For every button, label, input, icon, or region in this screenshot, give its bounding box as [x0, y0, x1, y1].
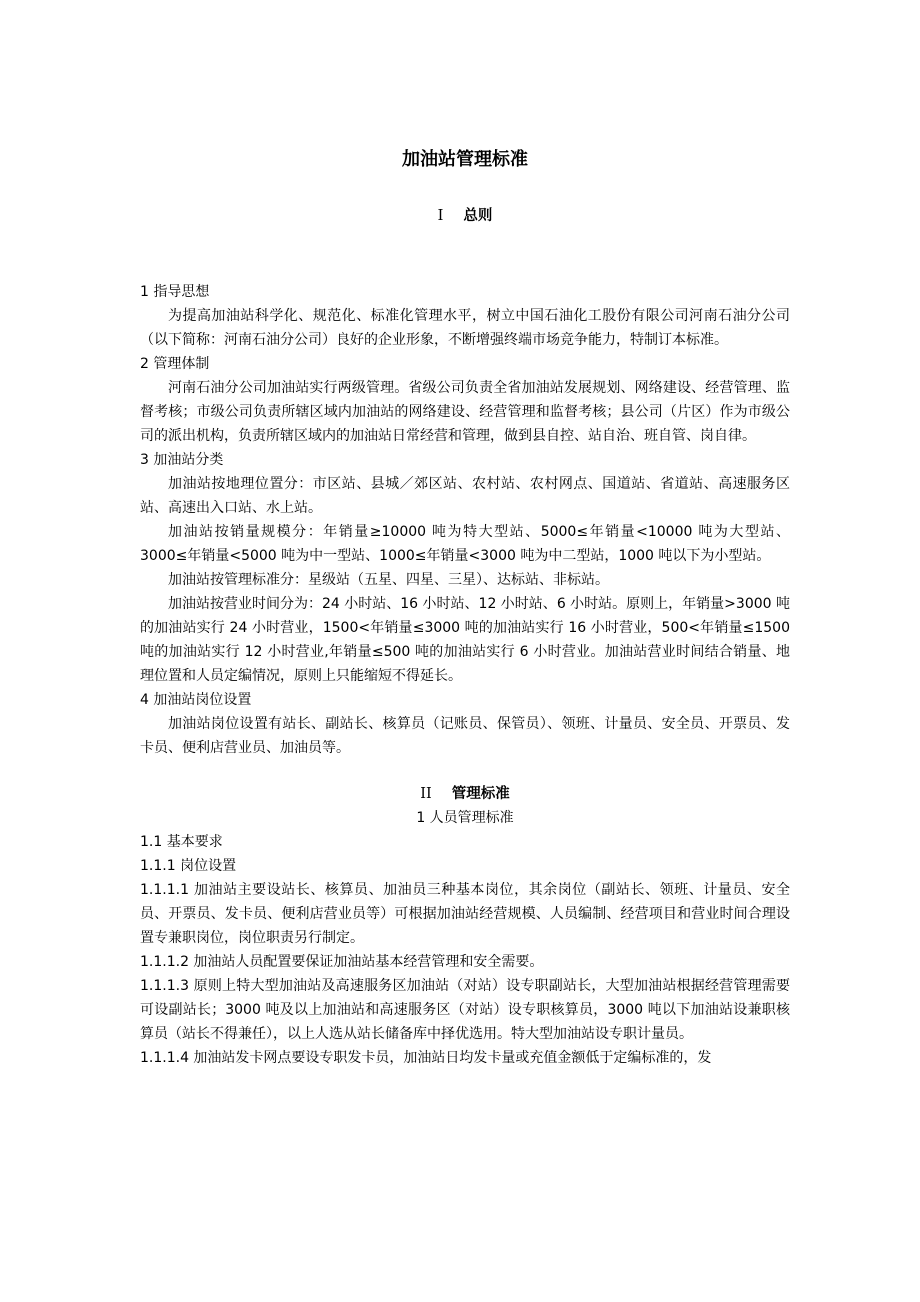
part2-roman-numeral: II: [420, 786, 432, 802]
section-paragraph: 加油站按地理位置分：市区站、县城／郊区站、农村站、农村网点、国道站、省道站、高速服务区站、高速出入口站、水上站。: [140, 476, 790, 516]
part2-title: 管理标准: [451, 786, 510, 802]
section-heading: 1 指导思想: [140, 284, 210, 300]
subsection-heading: 1.1 基本要求: [140, 834, 223, 850]
part1-title: 总则: [463, 208, 493, 224]
part1-heading: [140, 204, 790, 228]
section-paragraph: 加油站按营业时间分为：24 小时站、16 小时站、12 小时站、6 小时站。原则上，年销量>3000 吨的加油站实行 24 小时营业，1500<年销量≤3000 吨的加油站实行 16 小时营业，500<年销量≤1500 吨的加油站实行 12 小时营业,年销量≤500 吨的加油站实行 6 小时营业。加油站营业时间结合销量、地理位置和人员定编情况，原则上只能缩短不得延长。: [140, 596, 790, 684]
section-paragraph: 河南石油分公司加油站实行两级管理。省级公司负责全省加油站发展规划、网络建设、经营管理、监督考核；市级公司负责所辖区域内加油站的网络建设、经营管理和监督考核；县公司（片区）作为市级公司的派出机构，负责所辖区域内的加油站日常经营和管理，做到县自控、站自治、班自管、岗自律。: [140, 380, 790, 444]
document-title: 加油站管理标准: [402, 149, 528, 170]
section-paragraph: 加油站岗位设置有站长、副站长、核算员（记账员、保管员）、领班、计量员、安全员、开票员、发卡员、便利店营业员、加油员等。: [140, 716, 790, 756]
document-body: [140, 140, 790, 1070]
section-heading: 3 加油站分类: [140, 452, 224, 468]
part2-subtitle: 1 人员管理标准: [416, 810, 514, 826]
section-paragraph: 加油站按管理标准分：星级站（五星、四星、三星）、达标站、非标站。: [168, 572, 609, 588]
part1-roman-numeral: I: [437, 208, 444, 224]
section-paragraph: 加油站按销量规模分：年销量≥10000 吨为特大型站、5000≤年销量<10000 吨为大型站、3000≤年销量<5000 吨为中一型站、1000≤年销量<3000 吨为中二型站，1000 吨以下为小型站。: [140, 524, 790, 564]
part2-heading: [140, 782, 790, 806]
section-paragraph: 为提高加油站科学化、规范化、标准化管理水平，树立中国石油化工股份有限公司河南石油分公司（以下简称：河南石油分公司）良好的企业形象，不断增强终端市场竞争能力，特制订本标准。: [140, 308, 790, 348]
section-heading: 4 加油站岗位设置: [140, 692, 252, 708]
subsection-heading: 1.1.1 岗位设置: [140, 858, 237, 874]
clause-paragraph: 1.1.1.1 加油站主要设站长、核算员、加油员三种基本岗位，其余岗位（副站长、领班、计量员、安全员、开票员、发卡员、便利店营业员等）可根据加油站经营规模、人员编制、经营项目和营业时间合理设置专兼职岗位，岗位职责另行制定。: [140, 882, 790, 946]
section-heading: 2 管理体制: [140, 356, 210, 372]
clause-paragraph: 1.1.1.4 加油站发卡网点要设专职发卡员，加油站日均发卡量或充值金额低于定编标准的，发: [140, 1050, 712, 1066]
clause-paragraph: 1.1.1.2 加油站人员配置要保证加油站基本经营管理和安全需要。: [140, 954, 544, 970]
clause-paragraph: 1.1.1.3 原则上特大型加油站及高速服务区加油站（对站）设专职副站长，大型加油站根据经营管理需要可设副站长；3000 吨及以上加油站和高速服务区（对站）设专职核算员，3000 吨以下加油站设兼职核算员（站长不得兼任），以上人选从站长储备库中择优选用。特大型加油站设专职计量员。: [140, 978, 790, 1042]
